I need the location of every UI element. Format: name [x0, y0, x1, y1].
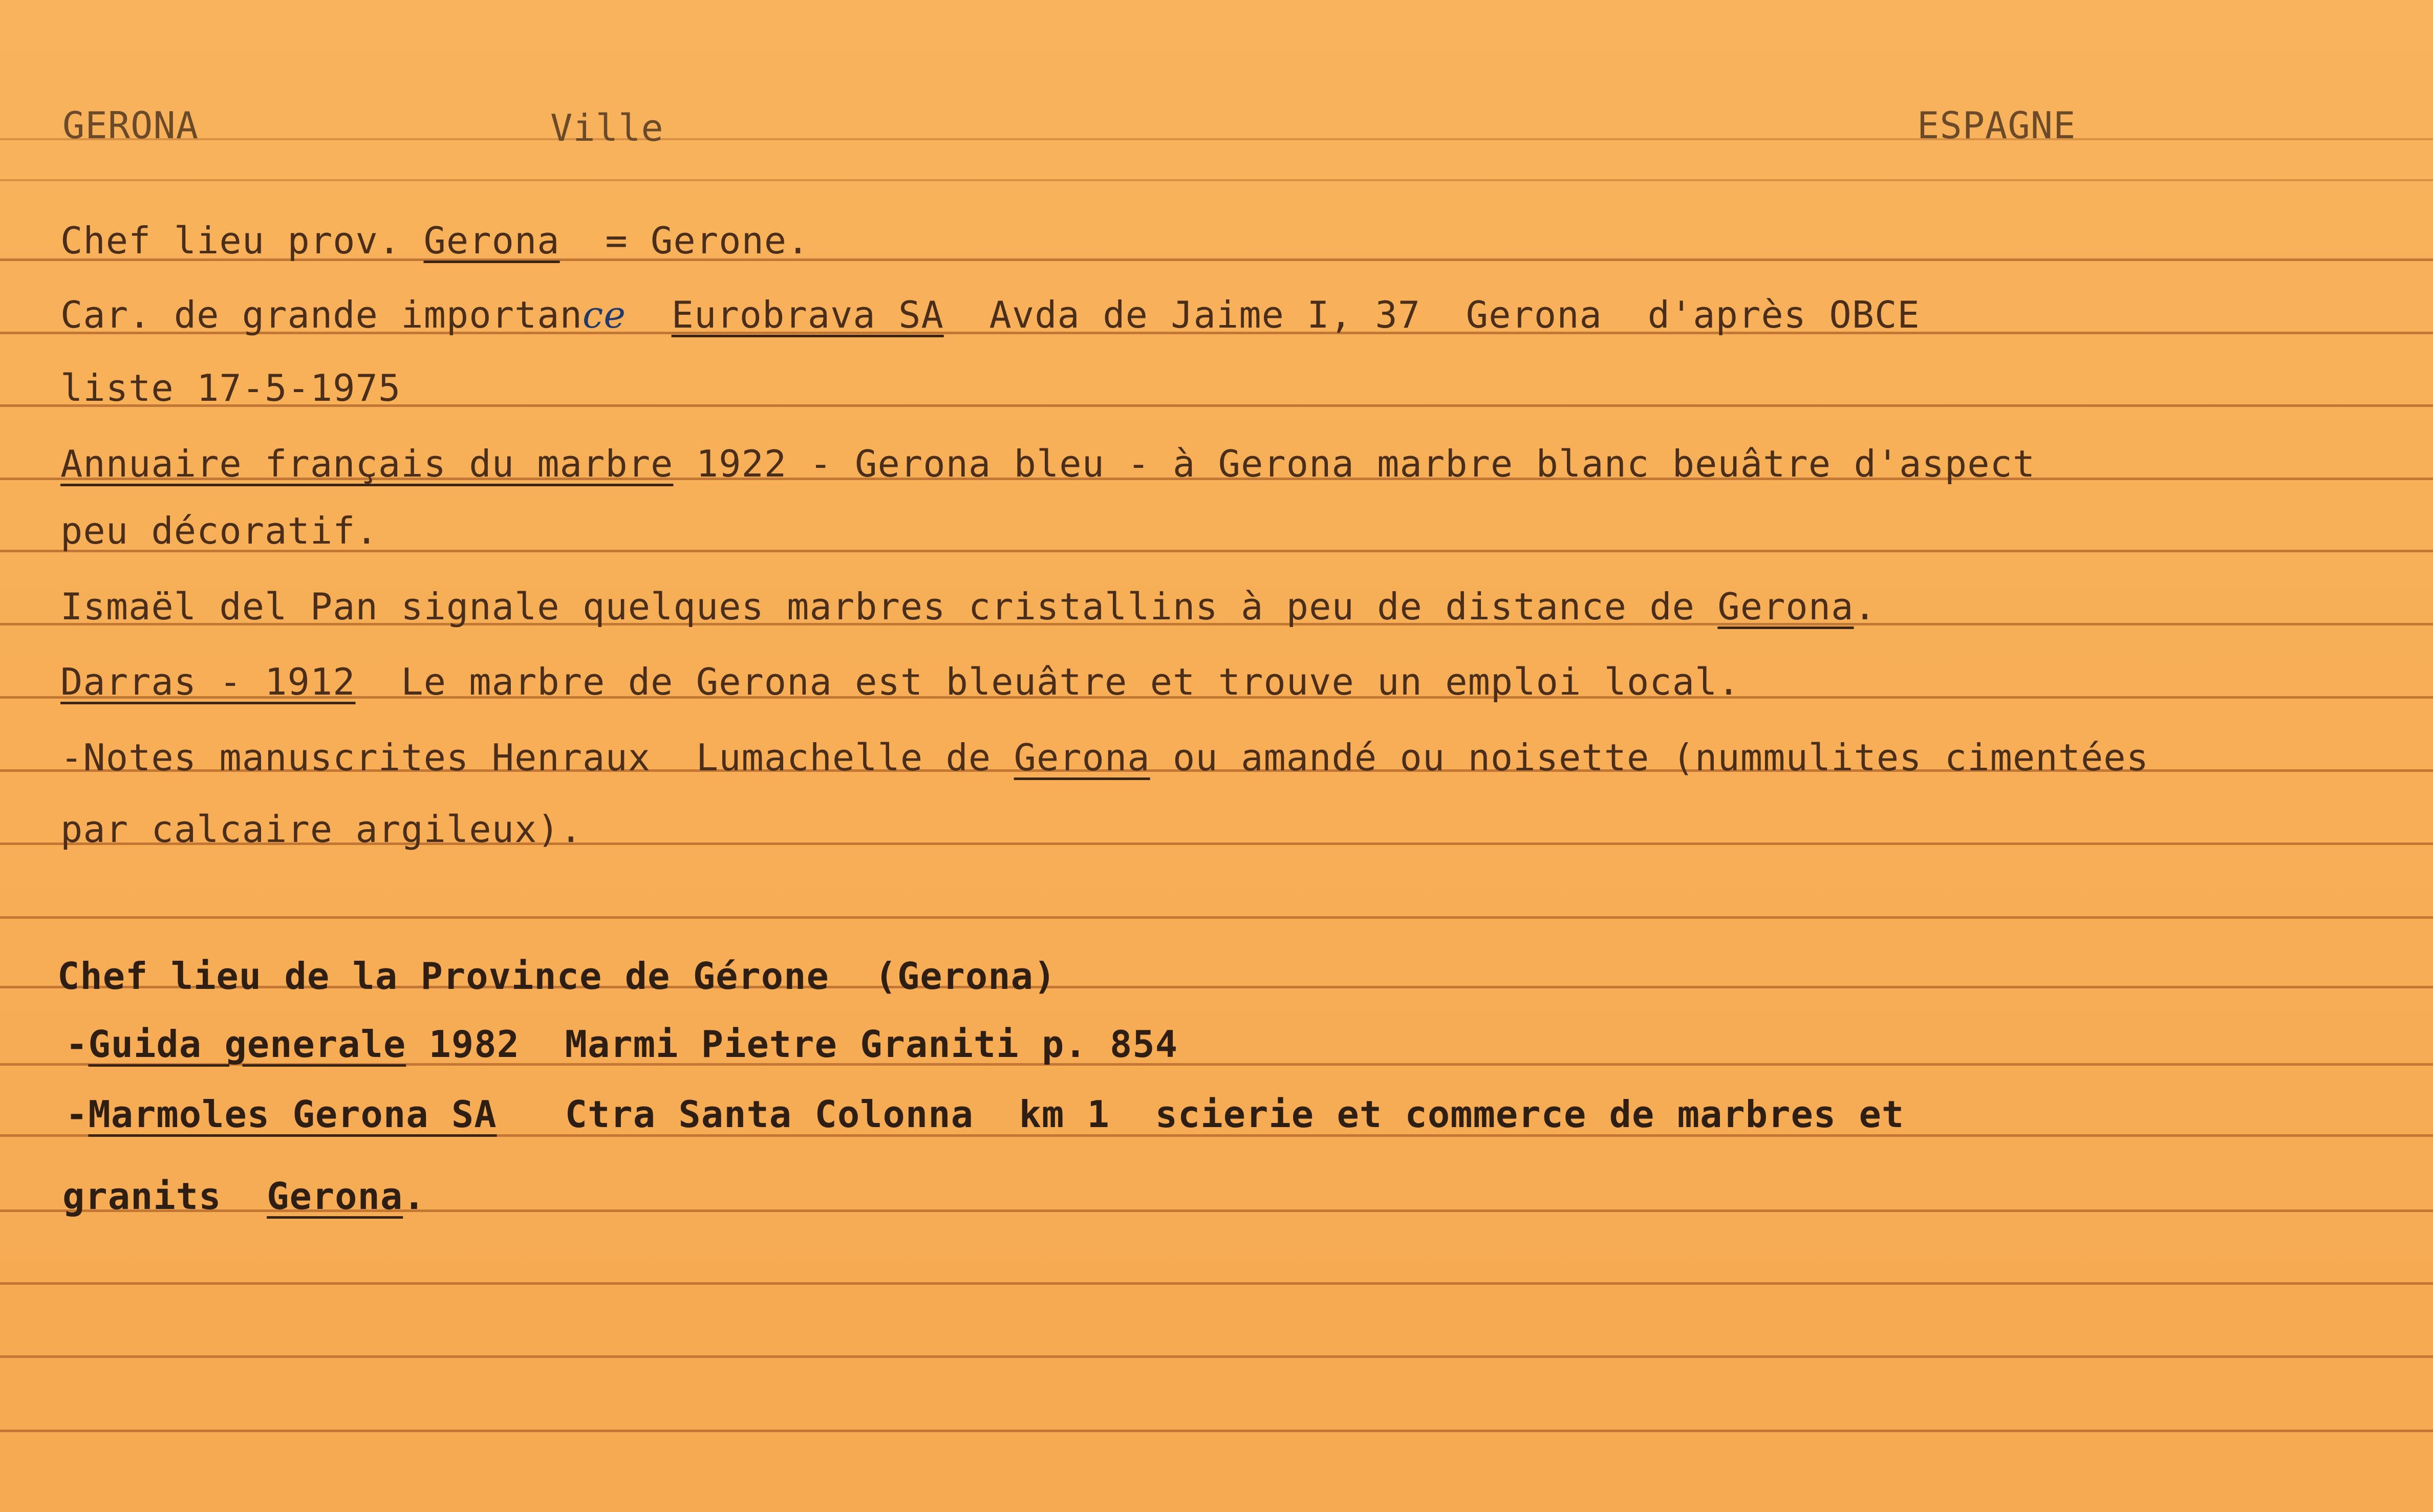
entry-line-5: peu décoratif. — [60, 509, 378, 552]
entry-text: Avda de Jaime I, 37 Gerona d'après OBCE — [943, 293, 1920, 336]
ruled-line — [0, 1282, 2433, 1285]
entry-line-2 — [60, 294, 1920, 335]
entry-line-11 — [66, 1024, 1178, 1065]
entry-underlined-text: Guida generale — [88, 1023, 406, 1066]
entry-text: Le marbre de Gerona est bleuâtre et trouve un emploi local. — [355, 660, 1740, 703]
entry-line-8 — [60, 737, 2149, 778]
entry-text: Chef lieu prov. — [60, 219, 424, 262]
entry-underlined-text: Marmoles Gerona SA — [88, 1093, 497, 1136]
entry-text: 1922 - Gerona bleu - à Gerona marbre blanc beuâtre d'aspect — [673, 442, 2036, 485]
entry-text: = Gerone. — [559, 219, 810, 262]
entry-line-9: par calcaire argileux). — [60, 808, 583, 851]
entry-underlined-text: Gerona — [423, 219, 560, 262]
entry-text: . — [403, 1175, 426, 1218]
entry-text: 1982 Marmi Pietre Graniti p. 854 — [406, 1023, 1178, 1066]
entry-text: ou amandé ou noisette (nummulites cimentées — [1150, 736, 2149, 779]
entry-text: . — [1854, 585, 1877, 628]
entry-text: - — [66, 1093, 89, 1136]
entry-line-13 — [62, 1176, 426, 1217]
entry-text: - — [66, 1023, 89, 1066]
entry-underlined-text: Gerona — [1717, 585, 1854, 628]
entry-text — [626, 293, 672, 336]
handwritten-correction: ce — [583, 293, 626, 336]
entry-line-6 — [60, 586, 1877, 627]
header-type: Ville — [550, 106, 664, 149]
entry-text: granits — [62, 1175, 267, 1218]
ruled-line — [0, 179, 2433, 181]
entry-line-10: Chef lieu de la Province de Gérone (Gerona) — [57, 955, 1057, 998]
entry-underlined-text: Gerona — [1014, 736, 1150, 779]
header-place: GERONA — [62, 104, 199, 147]
entry-line-12 — [66, 1094, 1904, 1135]
entry-text: Ismaël del Pan signale quelques marbres cristallins à peu de distance de — [60, 585, 1718, 628]
entry-line-7 — [60, 661, 1740, 702]
ruled-line — [0, 1430, 2433, 1432]
entry-underlined-text: Eurobrava SA — [671, 293, 944, 336]
entry-underlined-text: Annuaire français du marbre — [60, 442, 674, 485]
header-country: ESPAGNE — [1917, 104, 2076, 147]
entry-line-4 — [60, 443, 2035, 484]
entry-text: Car. de grande importan — [60, 293, 583, 336]
entry-text: -Notes manuscrites Henraux Lumachelle de — [60, 736, 1014, 779]
ruled-line — [0, 1355, 2433, 1358]
entry-line-1 — [60, 220, 809, 261]
entry-line-3: liste 17-5-1975 — [60, 366, 401, 409]
entry-underlined-text: Gerona — [267, 1175, 403, 1218]
entry-text: Ctra Santa Colonna km 1 scierie et commerce de marbres et — [497, 1093, 1905, 1136]
entry-underlined-text: Darras - 1912 — [60, 660, 356, 703]
ruled-line — [0, 916, 2433, 919]
